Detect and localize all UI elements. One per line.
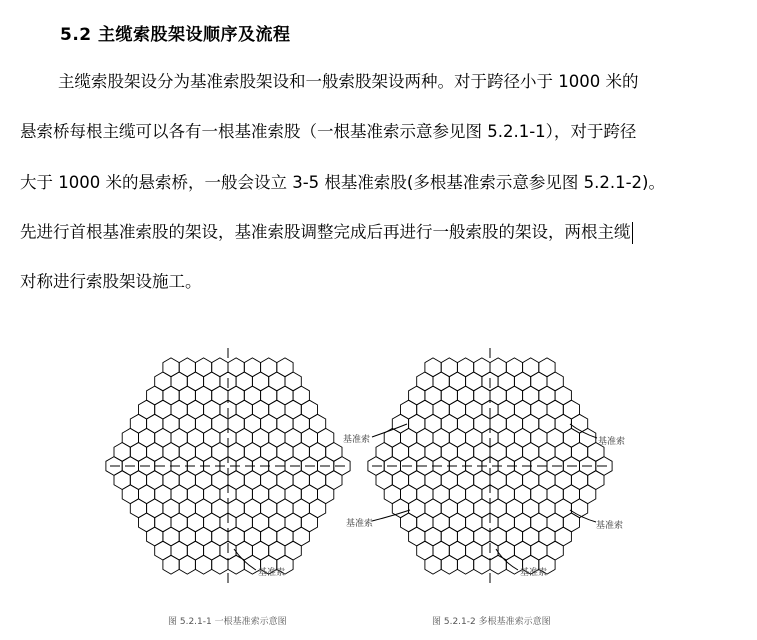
figure-1-label-bottom: 基准索: [258, 568, 286, 578]
figure-2-diagram: [368, 348, 612, 583]
paragraph-line-2: 悬索桥每根主缆可以各有一根基准索股（一根基准索示意参见图 5.2.1-1），对于跨径: [20, 122, 637, 141]
paragraph-line-4-text: 先进行首根基准索股的架设，基准索股调整完成后再进行一般索股的架设，两根主缆: [20, 222, 631, 242]
figure-2-label-left-top: 基准索: [343, 435, 371, 445]
figure-2-leader-left-top: [372, 424, 407, 437]
paragraph-line-1: 主缆索股架设分为基准索股架设和一般索股架设两种。对于跨径小于 1000 米的: [58, 72, 639, 91]
figure-2-caption: 图 5.2.1-2 多根基准索示意图: [432, 617, 551, 627]
figure-2-label-right-bottom: 基准索: [596, 521, 624, 531]
section-heading: 5.2 主缆索股架设顺序及流程: [60, 25, 291, 45]
figure-1-caption: 图 5.2.1-1 一根基准索示意图: [168, 617, 287, 627]
figure-2-label-right-top: 基准索: [598, 437, 626, 447]
figure-1-diagram: [106, 348, 350, 583]
figure-2-label-bottom: 基准索: [520, 568, 548, 578]
paragraph-line-5: 对称进行索股架设施工。: [20, 272, 202, 291]
paragraph-line-3: 大于 1000 米的悬索桥，一般会设立 3-5 根基准索股(多根基准索示意参见图 5.2.1-2)。: [20, 173, 665, 192]
figure-2-label-left-bottom: 基准索: [346, 519, 374, 529]
